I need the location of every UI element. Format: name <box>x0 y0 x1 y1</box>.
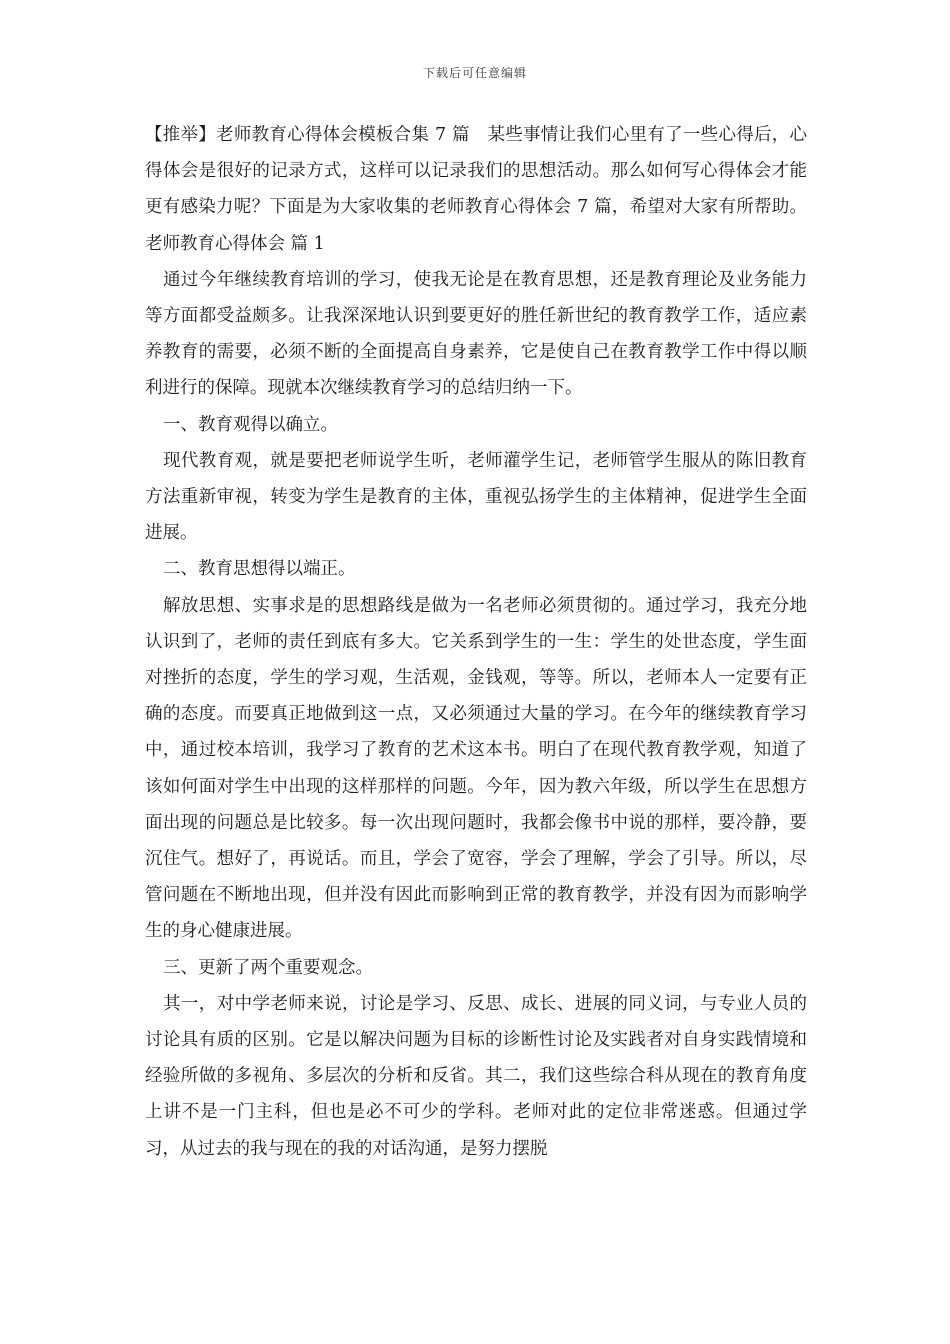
body-paragraph: 解放思想、实事求是的思想路线是做为一名老师必须贯彻的。通过学习，我充分地认识到了，老师的责任到底有多大。它关系到学生的一生：学生的处世态度，学生面对挫折的态度，学生的学习观，生活观，金钱观，等等。所以，老师本人一定要有正确的态度。而要真正地做到这一点，又必须通过大量的学习。在今年的继续教育学习中，通过校本培训，我学习了教育的艺术这本书。明白了在现代教育教学观，知道了该如何面对学生中出现的这样那样的问题。今年，因为教六年级，所以学生在思想方面出现的问题总是比较多。每一次出现问题时，我都会像书中说的那样，要冷静，要沉住气。想好了，再说话。而且，学会了宽容，学会了理解，学会了引导。所以，尽管问题在不断地出现，但并没有因此而影响到正常的教育教学，并没有因为而影响学生的身心健康进展。 <box>145 595 807 942</box>
body-paragraph: 其一，对中学老师来说，讨论是学习、反思、成长、进展的同义词，与专业人员的讨论具有质的区别。它是以解决问题为目标的诊断性讨论及实践者对自身实践情境和经验所做的多视角、多层次的分析和反省。其二，我们这些综合科从现在的教育角度上讲不是一门主科，但也是必不可少的学科。老师对此的定位非常迷惑。但通过学习，从过去的我与现在的我的对话沟通，是努力摆脱 <box>145 993 807 1159</box>
body-paragraph: 通过今年继续教育培训的学习，使我无论是在教育思想，还是教育理论及业务能力等方面都受益颇多。让我深深地认识到要更好的胜任新世纪的教育教学工作，适应素养教育的需要，必须不断的全面提高自身素养，它是使自己在教育教学工作中得以顺利进行的保障。现就本次继续教育学习的总结归纳一下。 <box>145 269 807 399</box>
section-heading: 一、教育观得以确立。 <box>163 414 338 435</box>
document-body <box>145 117 807 1167</box>
section-heading: 三、更新了两个重要观念。 <box>163 957 373 978</box>
page-header: 下载后可任意编辑 <box>422 66 527 80</box>
intro-paragraph: 【推举】老师教育心得体会模板合集 7 篇 某些事情让我们心里有了一些心得后，心得体会是很好的记录方式，这样可以记录我们的思想活动。那么如何写心得体会才能更有感染力呢？下面是为大家收集的老师教育心得体会 7 篇，希望对大家有所帮助。老师教育心得体会 篇 1 <box>145 125 807 254</box>
body-paragraph: 现代教育观，就是要把老师说学生听，老师灌学生记，老师管学生服从的陈旧教育方法重新审视，转变为学生是教育的主体，重视弘扬学生的主体精神，促进学生全面进展。 <box>145 450 807 544</box>
section-heading: 二、教育思想得以端正。 <box>163 559 356 580</box>
